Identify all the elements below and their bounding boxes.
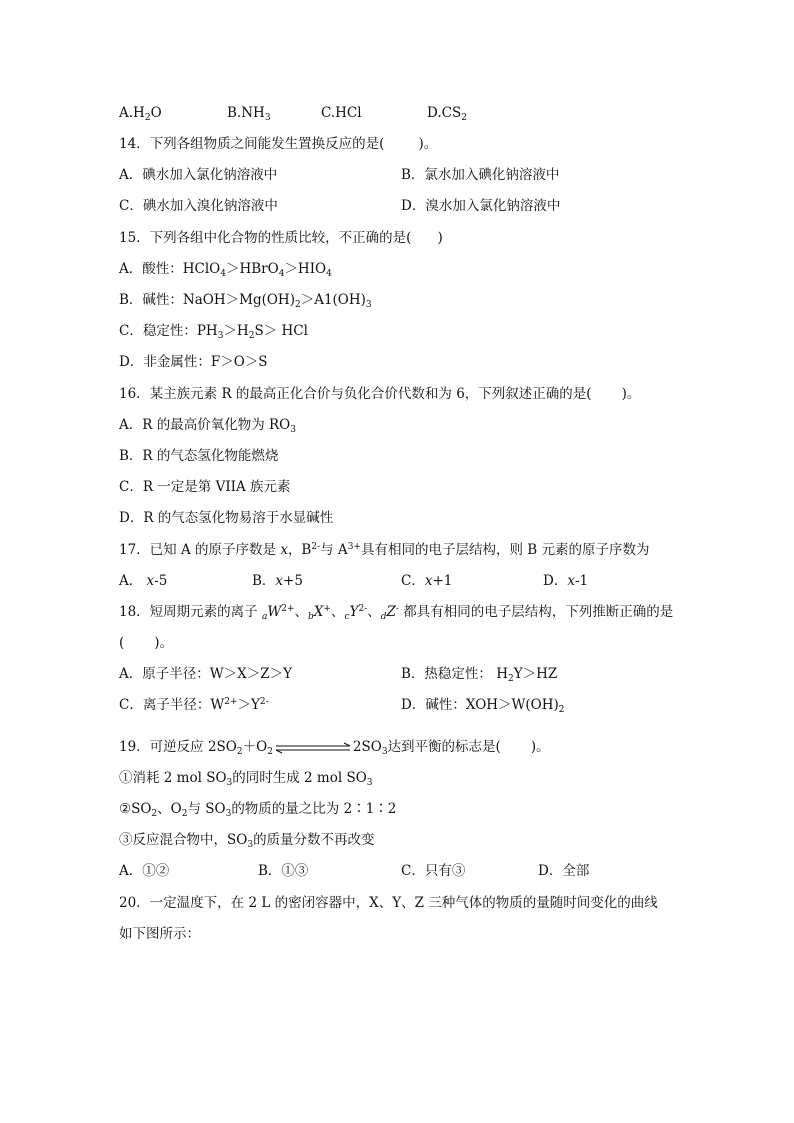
q19-option-b: B．①③	[258, 863, 309, 879]
q19-statement-1: ①消耗 2 mol $SO_3$的同时生成 2 mol $SO_3$	[119, 770, 373, 788]
q19-stem: 19．可逆反应 $2SO_2+O_2$ $2SO_3$达到平衡的标志是( )。	[119, 739, 550, 757]
q16-option-b: B．R 的气态氢化物能燃烧	[119, 448, 279, 464]
q16-option-c: C．R 一定是第 VIIA 族元素	[119, 479, 291, 495]
q17-option-c: C．x+1	[401, 573, 453, 589]
q19-option-a: A．①②	[119, 863, 170, 879]
q18-stem: 18．短周期元素的离子 $_aW^{2+}$、$_b$X+、$_cY^{2-}$、$_d$Z- 都具有相同的电子层结构，下列推断正确的是	[119, 604, 674, 622]
q13-option-c: C.HCl	[321, 105, 362, 121]
q16-option-d: D．R 的气态氢化物易溶于水显碱性	[119, 510, 334, 526]
q17-stem: 17．已知 A 的原子序数是 x，$B^{2-}$与 $A^{3+}$具有相同的电子层结构，则 B 元素的原子序数为	[119, 542, 650, 558]
q13-option-a: $A.H_2O$	[119, 105, 162, 123]
q14-option-d: D．溴水加入氯化钠溶液中	[401, 198, 561, 214]
q19-option-d: D．全部	[538, 863, 590, 879]
q19-statement-3: ③反应混合物中，$SO_3$的质量分数不再改变	[119, 832, 375, 850]
q19-option-c: C．只有③	[401, 863, 466, 879]
q20-stem: 20．一定温度下，在 2 L 的密闭容器中，X、Y、Z 三种气体的物质的量随时间变化的曲线	[119, 895, 658, 911]
q13-option-b: $B.NH_3$	[227, 105, 271, 123]
q20-stem-continued: 如下图所示：	[119, 926, 200, 942]
q14-option-b: B．氯水加入碘化钠溶液中	[401, 167, 560, 183]
q18-option-d: D．碱性：$XOH>W(OH)_2$	[401, 697, 565, 715]
q18-option-b: B．热稳定性： $H_2Y>HZ$	[401, 666, 558, 684]
q15-option-b: B．碱性：$NaOH>Mg(OH)_2>A1(OH)_3$	[119, 292, 372, 310]
q18-option-c: C．离子半径：$W^{2+}>Y^{2-}$	[119, 697, 269, 713]
q17-option-d: D．x-1	[543, 573, 589, 589]
q17-option-a: A． x-5	[119, 573, 168, 589]
q15-option-a: A．酸性：$HClO_4>HBrO_4>HIO_4$	[119, 261, 332, 279]
q15-option-c: C．稳定性：$PH_3>H_2S>$ HCl	[119, 323, 308, 341]
q16-stem: 16．某主族元素 R 的最高正化合价与负化合价代数和为 6，下列叙述正确的是( )。	[119, 386, 641, 402]
q17-option-b: B．x+5	[252, 573, 303, 589]
reversible-arrow-icon	[274, 742, 352, 754]
q16-option-a: A．R 的最高价氧化物为 $RO_3$	[119, 417, 296, 435]
q13-option-d: $D.CS_2$	[427, 105, 467, 123]
q18-stem-continued: ( )。	[119, 635, 174, 651]
q18-option-a: A．原子半径：W＞X＞Z＞Y	[119, 666, 293, 682]
q14-option-a: A．碘水加入氯化钠溶液中	[119, 167, 278, 183]
q15-option-d: D．非金属性：F＞O＞S	[119, 354, 268, 370]
q15-stem: 15．下列各组中化合物的性质比较，不正确的是( )	[119, 230, 443, 246]
q19-statement-2: $②SO_2$、$O_2$与 $SO_3$的物质的量之比为 2∶1∶2	[119, 801, 397, 819]
q14-option-c: C．碘水加入溴化钠溶液中	[119, 198, 278, 214]
q14-stem: 14．下列各组物质之间能发生置换反应的是( )。	[119, 136, 438, 152]
